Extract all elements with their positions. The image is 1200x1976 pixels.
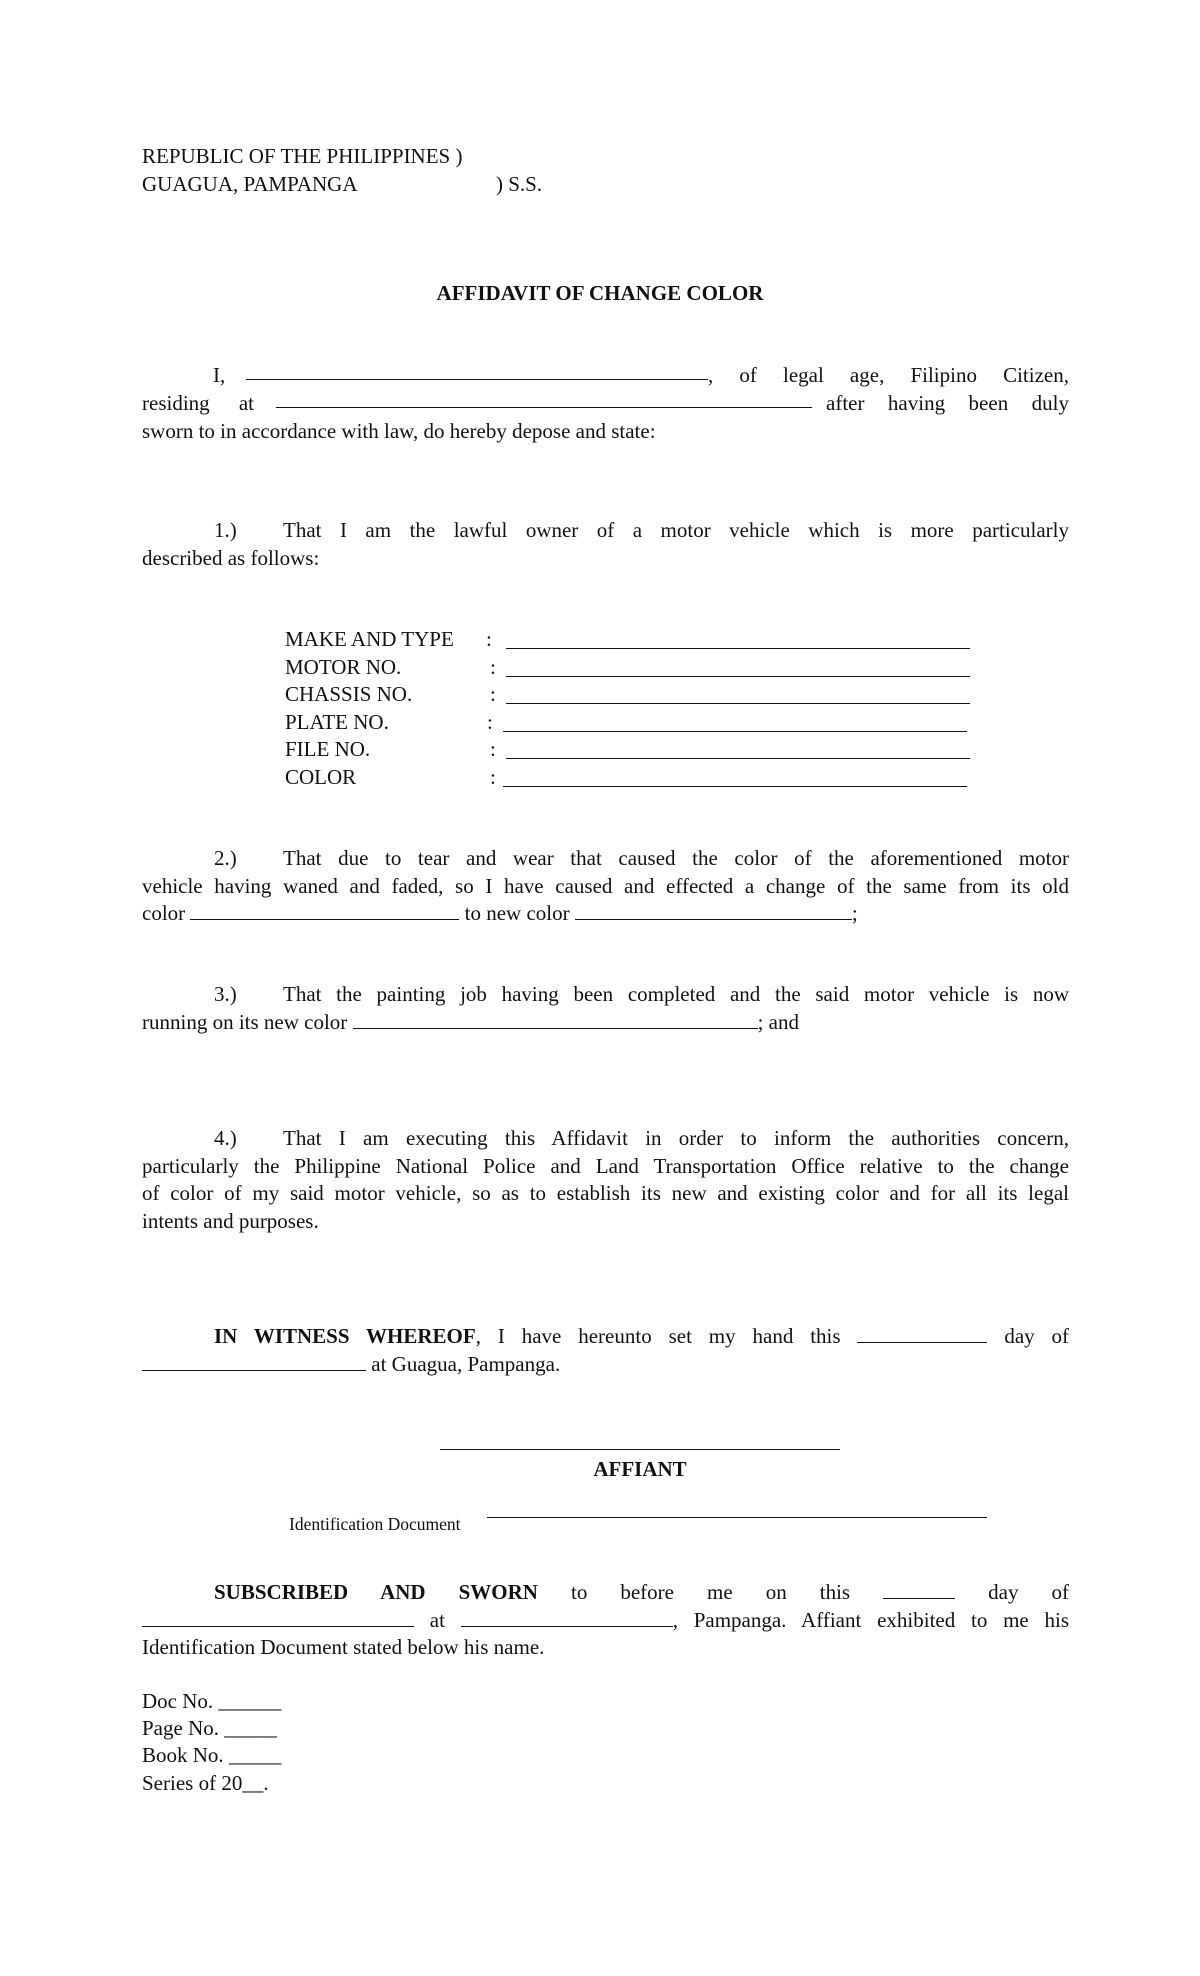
running-color-blank[interactable] [353, 1010, 758, 1029]
chassis-no-blank[interactable] [506, 703, 970, 704]
id-document-label: Identification Document [289, 1514, 461, 1534]
make-type-blank[interactable] [506, 648, 970, 649]
sworn-pampanga: , Pampanga. [672, 1607, 787, 1632]
plate-no-blank[interactable] [503, 731, 967, 732]
document-title: AFFIDAVIT OF CHANGE COLOR [436, 281, 764, 305]
intro-residing: residing at [142, 391, 254, 415]
sworn-exhibited: Affiant exhibited to me his [801, 1607, 1070, 1632]
address-blank[interactable] [276, 388, 812, 415]
paragraph-4 [142, 1125, 1069, 1235]
affiant-label: AFFIANT [593, 1457, 687, 1481]
para4-line4: intents and purposes. [142, 1208, 319, 1233]
book-no: Book No. _____ [142, 1743, 282, 1767]
field-label-file: FILE NO. [285, 737, 371, 761]
para2-line1: That due to tear and wear that caused the color of the aforementioned motor [283, 846, 1069, 870]
witness-paragraph [142, 1323, 1069, 1378]
sworn-rest: to before me on this [571, 1580, 851, 1604]
field-colon: : [486, 627, 492, 651]
venue-republic: REPUBLIC OF THE PHILIPPINES ) [142, 144, 463, 168]
paragraph-3 [142, 981, 1069, 1036]
witness-at: at Guagua, Pampanga. [371, 1351, 561, 1376]
series: Series of 20__. [142, 1771, 269, 1795]
affiant-signature-line[interactable] [440, 1449, 840, 1450]
venue-province: GUAGUA, PAMPANGA [142, 172, 358, 196]
witness-month-blank[interactable] [142, 1352, 366, 1371]
sworn-at: at [429, 1607, 445, 1632]
para3-line1: That the painting job having been completed and the said motor vehicle is now [283, 982, 1069, 1006]
intro-i: I, [213, 363, 226, 387]
sworn-day-of: day of [988, 1580, 1069, 1604]
para1-line2: described as follows: [142, 545, 320, 570]
sworn-month-blank[interactable] [142, 1608, 414, 1627]
field-colon: : [490, 737, 496, 761]
sworn-line3: Identification Document stated below his name. [142, 1635, 545, 1659]
para4-line1: That I am executing this Affidavit in order to inform the authorities concern, [283, 1126, 1069, 1150]
witness-rest: , I have hereunto set my hand this [475, 1324, 841, 1348]
sworn-bold: SUBSCRIBED AND SWORN [214, 1580, 538, 1604]
para3-num: 3.) [214, 982, 237, 1006]
witness-bold: IN WITNESS WHEREOF [214, 1324, 476, 1348]
field-colon: : [490, 765, 496, 789]
para1-num: 1.) [214, 518, 237, 542]
field-label-motor: MOTOR NO. [285, 655, 402, 679]
field-label-plate: PLATE NO. [285, 710, 389, 734]
motor-no-blank[interactable] [506, 676, 970, 677]
sworn-place-blank[interactable] [461, 1608, 673, 1627]
para2-end: ; [851, 901, 858, 925]
para2-num: 2.) [214, 846, 237, 870]
paragraph-2 [142, 845, 1069, 928]
para2-to-new: to new color [464, 901, 570, 925]
sworn-day-blank[interactable] [883, 1580, 955, 1599]
doc-no: Doc No. ______ [142, 1689, 282, 1713]
venue-ss: ) S.S. [496, 172, 543, 196]
id-document-blank[interactable] [487, 1517, 987, 1518]
witness-day-of: day of [1004, 1324, 1070, 1348]
field-colon: : [490, 655, 496, 679]
para4-line2: particularly the Philippine National Police and Land Transportation Office relative to the change [142, 1153, 1069, 1178]
intro-sworn: sworn to in accordance with law, do hereby depose and state: [142, 419, 656, 443]
para1-line1: That I am the lawful owner of a motor vehicle which is more particularly [283, 518, 1069, 542]
field-colon: : [487, 710, 493, 734]
field-label-color: COLOR [285, 765, 357, 789]
intro-legal-age: , of legal age, Filipino Citizen, [708, 363, 1069, 387]
sworn-paragraph [142, 1579, 1069, 1662]
field-label-make: MAKE AND TYPE [285, 627, 454, 651]
field-label-chassis: CHASSIS NO. [285, 682, 413, 706]
page-no: Page No. _____ [142, 1716, 277, 1740]
old-color-blank[interactable] [190, 901, 459, 920]
para3-line2-end: ; and [757, 1009, 799, 1034]
para3-line2-start: running on its new color [142, 1009, 348, 1034]
color-blank[interactable] [503, 786, 967, 787]
new-color-blank[interactable] [575, 901, 852, 920]
para2-color: color [142, 901, 186, 925]
para2-line2: vehicle having waned and faded, so I have caused and effected a change of the same from its old [142, 873, 1069, 898]
para4-num: 4.) [214, 1126, 237, 1150]
field-colon: : [490, 682, 496, 706]
file-no-blank[interactable] [506, 758, 970, 759]
paragraph-1 [142, 517, 1069, 572]
witness-day-blank[interactable] [857, 1324, 987, 1343]
intro-after-having: after having been duly [826, 391, 1069, 415]
affiant-name-blank[interactable] [246, 360, 708, 387]
para4-line3: of color of my said motor vehicle, so as to establish its new and existing color and for all its legal [142, 1181, 1069, 1205]
